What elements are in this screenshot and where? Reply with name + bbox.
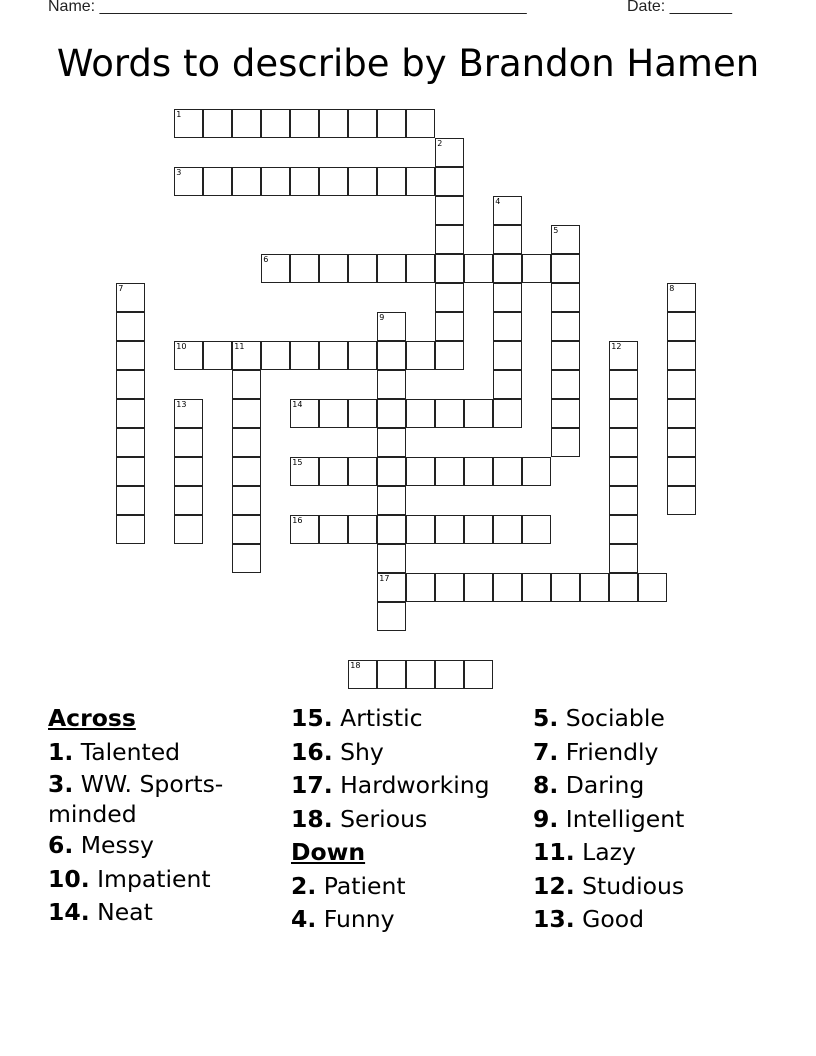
grid-cell[interactable] [116,428,145,457]
grid-cell[interactable] [319,399,348,428]
grid-cell[interactable] [609,457,638,486]
clues-column-1 [48,702,288,930]
grid-cell[interactable] [116,283,145,312]
grid-cell[interactable] [348,109,377,138]
clue-number: 1 [176,110,182,120]
grid-cell[interactable] [348,254,377,283]
grid-cell[interactable] [261,109,290,138]
grid-cell[interactable] [406,254,435,283]
grid-cell[interactable] [377,486,406,515]
clue-number: 15 [292,458,303,468]
grid-cell[interactable] [232,370,261,399]
grid-cell[interactable] [377,370,406,399]
grid-cell[interactable] [464,399,493,428]
date-field[interactable]: Date: _______ [627,0,732,15]
clue-number: 16 [292,516,303,526]
grid-cell[interactable] [522,573,551,602]
grid-cell[interactable] [406,109,435,138]
grid-cell[interactable] [493,341,522,370]
grid-cell[interactable] [377,544,406,573]
page-title: Words to describe by Brandon Hamen [56,42,760,85]
grid-cell[interactable] [319,515,348,544]
grid-cell[interactable] [551,370,580,399]
grid-cell[interactable] [435,341,464,370]
grid-cell[interactable] [667,457,696,486]
clue-number: 17 [379,574,390,584]
grid-cell[interactable] [667,370,696,399]
clue-across-17: 17. Hardworking [291,771,490,799]
grid-cell[interactable] [290,341,319,370]
grid-cell[interactable] [116,341,145,370]
grid-cell[interactable] [609,515,638,544]
grid-cell[interactable] [493,254,522,283]
grid-cell[interactable] [174,486,203,515]
grid-cell[interactable] [174,109,203,138]
grid-cell[interactable] [638,573,667,602]
grid-cell[interactable] [464,254,493,283]
grid-cell[interactable] [290,254,319,283]
grid-cell[interactable] [261,167,290,196]
grid-cell[interactable] [493,515,522,544]
clue-number: 14 [292,400,303,410]
grid-cell[interactable] [174,399,203,428]
grid-cell[interactable] [609,399,638,428]
grid-cell[interactable] [116,515,145,544]
clue-number: 13 [176,400,187,410]
grid-cell[interactable] [290,457,319,486]
clue-across-1: 1. Talented [48,737,181,766]
grid-cell[interactable] [261,341,290,370]
grid-cell[interactable] [435,515,464,544]
grid-cell[interactable] [464,573,493,602]
clue-number: 3 [176,168,182,178]
clues-column-3 [533,702,793,937]
grid-cell[interactable] [116,370,145,399]
grid-cell[interactable] [203,167,232,196]
grid-cell[interactable] [435,196,464,225]
grid-cell[interactable] [406,457,435,486]
grid-cell[interactable] [377,254,406,283]
grid-cell[interactable] [493,573,522,602]
grid-cell[interactable] [232,167,261,196]
grid-cell[interactable] [435,138,464,167]
clue-number: 7 [118,284,124,294]
grid-cell[interactable] [522,515,551,544]
grid-cell[interactable] [551,428,580,457]
grid-cell[interactable] [406,515,435,544]
grid-cell[interactable] [609,428,638,457]
grid-cell[interactable] [493,196,522,225]
grid-cell[interactable] [667,312,696,341]
clues-column-2 [291,702,531,937]
clue-number: 12 [611,342,622,352]
grid-cell[interactable] [232,457,261,486]
grid-cell[interactable] [667,283,696,312]
clue-number: 8 [669,284,675,294]
grid-cell[interactable] [377,428,406,457]
grid-cell[interactable] [493,399,522,428]
grid-cell[interactable] [667,428,696,457]
grid-cell[interactable] [493,370,522,399]
grid-cell[interactable] [116,312,145,341]
grid-cell[interactable] [493,457,522,486]
grid-cell[interactable] [667,341,696,370]
clue-number: 5 [553,226,559,236]
grid-cell[interactable] [232,515,261,544]
grid-cell[interactable] [551,225,580,254]
grid-cell[interactable] [609,341,638,370]
grid-cell[interactable] [435,457,464,486]
grid-cell[interactable] [667,486,696,515]
grid-cell[interactable] [377,602,406,631]
clue-down-5: 5. Sociable [533,704,665,732]
grid-cell[interactable] [319,341,348,370]
grid-cell[interactable] [348,399,377,428]
clue-down-7: 7. Friendly [533,737,659,766]
grid-cell[interactable] [348,515,377,544]
grid-cell[interactable] [116,457,145,486]
grid-cell[interactable] [377,341,406,370]
grid-cell[interactable] [435,225,464,254]
clue-number: 6 [263,255,269,265]
across-heading: Across [48,704,136,732]
grid-cell[interactable] [377,167,406,196]
clue-number: 10 [176,342,187,352]
clue-down-4: 4. Funny [291,905,395,933]
grid-cell[interactable] [174,428,203,457]
grid-cell[interactable] [232,486,261,515]
grid-cell[interactable] [551,283,580,312]
grid-cell[interactable] [348,167,377,196]
clue-across-3: 3. WW. Sports-minded [48,770,224,828]
grid-cell[interactable] [290,399,319,428]
name-field[interactable]: Name: ________________________________________________ [48,0,527,15]
clue-down-12: 12. Studious [533,871,685,900]
grid-cell[interactable] [551,254,580,283]
grid-cell[interactable] [551,312,580,341]
grid-cell[interactable] [116,486,145,515]
grid-cell[interactable] [551,341,580,370]
grid-cell[interactable] [348,660,377,689]
grid-cell[interactable] [609,486,638,515]
grid-cell[interactable] [116,399,145,428]
grid-cell[interactable] [319,254,348,283]
grid-cell[interactable] [377,399,406,428]
clue-down-8: 8. Daring [533,771,645,799]
grid-cell[interactable] [435,399,464,428]
grid-cell[interactable] [174,457,203,486]
grid-cell[interactable] [377,573,406,602]
grid-cell[interactable] [493,312,522,341]
grid-cell[interactable] [232,544,261,573]
grid-cell[interactable] [406,399,435,428]
grid-cell[interactable] [377,457,406,486]
clue-across-14: 14. Neat [48,898,153,926]
grid-cell[interactable] [667,399,696,428]
clue-across-15: 15. Artistic [291,704,423,732]
grid-cell[interactable] [435,167,464,196]
grid-cell[interactable] [406,660,435,689]
clue-down-13: 13. Good [533,905,645,933]
grid-cell[interactable] [435,660,464,689]
clue-number: 2 [437,139,443,149]
grid-cell[interactable] [174,515,203,544]
clue-across-16: 16. Shy [291,737,384,766]
grid-cell[interactable] [406,341,435,370]
grid-cell[interactable] [290,109,319,138]
clue-number: 4 [495,197,501,207]
grid-cell[interactable] [522,254,551,283]
grid-cell[interactable] [232,428,261,457]
grid-cell[interactable] [174,341,203,370]
grid-cell[interactable] [464,515,493,544]
grid-cell[interactable] [435,573,464,602]
grid-cell[interactable] [464,660,493,689]
grid-cell[interactable] [377,109,406,138]
grid-cell[interactable] [319,167,348,196]
grid-cell[interactable] [348,341,377,370]
clue-across-6: 6. Messy [48,831,154,859]
grid-cell[interactable] [348,457,377,486]
grid-cell[interactable] [435,283,464,312]
grid-cell[interactable] [174,167,203,196]
grid-cell[interactable] [203,341,232,370]
grid-cell[interactable] [609,544,638,573]
grid-cell[interactable] [435,254,464,283]
grid-cell[interactable] [319,109,348,138]
grid-cell[interactable] [551,573,580,602]
grid-cell[interactable] [609,573,638,602]
clue-number: 18 [350,661,361,671]
grid-cell[interactable] [261,254,290,283]
grid-cell[interactable] [290,167,319,196]
grid-cell[interactable] [319,457,348,486]
grid-cell[interactable] [232,399,261,428]
grid-cell[interactable] [493,225,522,254]
clue-down-9: 9. Intelligent [533,804,685,833]
clue-down-2: 2. Patient [291,871,406,900]
grid-cell[interactable] [464,457,493,486]
grid-cell[interactable] [609,370,638,399]
grid-cell[interactable] [493,283,522,312]
grid-cell[interactable] [232,341,261,370]
grid-cell[interactable] [406,167,435,196]
grid-cell[interactable] [232,109,261,138]
grid-cell[interactable] [580,573,609,602]
grid-cell[interactable] [377,660,406,689]
clue-across-10: 10. Impatient [48,864,211,893]
grid-cell[interactable] [435,312,464,341]
down-heading: Down [291,838,366,866]
grid-cell[interactable] [551,399,580,428]
clue-number: 11 [234,342,245,352]
grid-cell[interactable] [290,515,319,544]
grid-cell[interactable] [377,312,406,341]
grid-cell[interactable] [406,573,435,602]
grid-cell[interactable] [522,457,551,486]
grid-cell[interactable] [203,109,232,138]
clue-number: 9 [379,313,385,323]
clue-across-18: 18. Serious [291,804,428,833]
grid-cell[interactable] [377,515,406,544]
clue-down-11: 11. Lazy [533,838,636,866]
